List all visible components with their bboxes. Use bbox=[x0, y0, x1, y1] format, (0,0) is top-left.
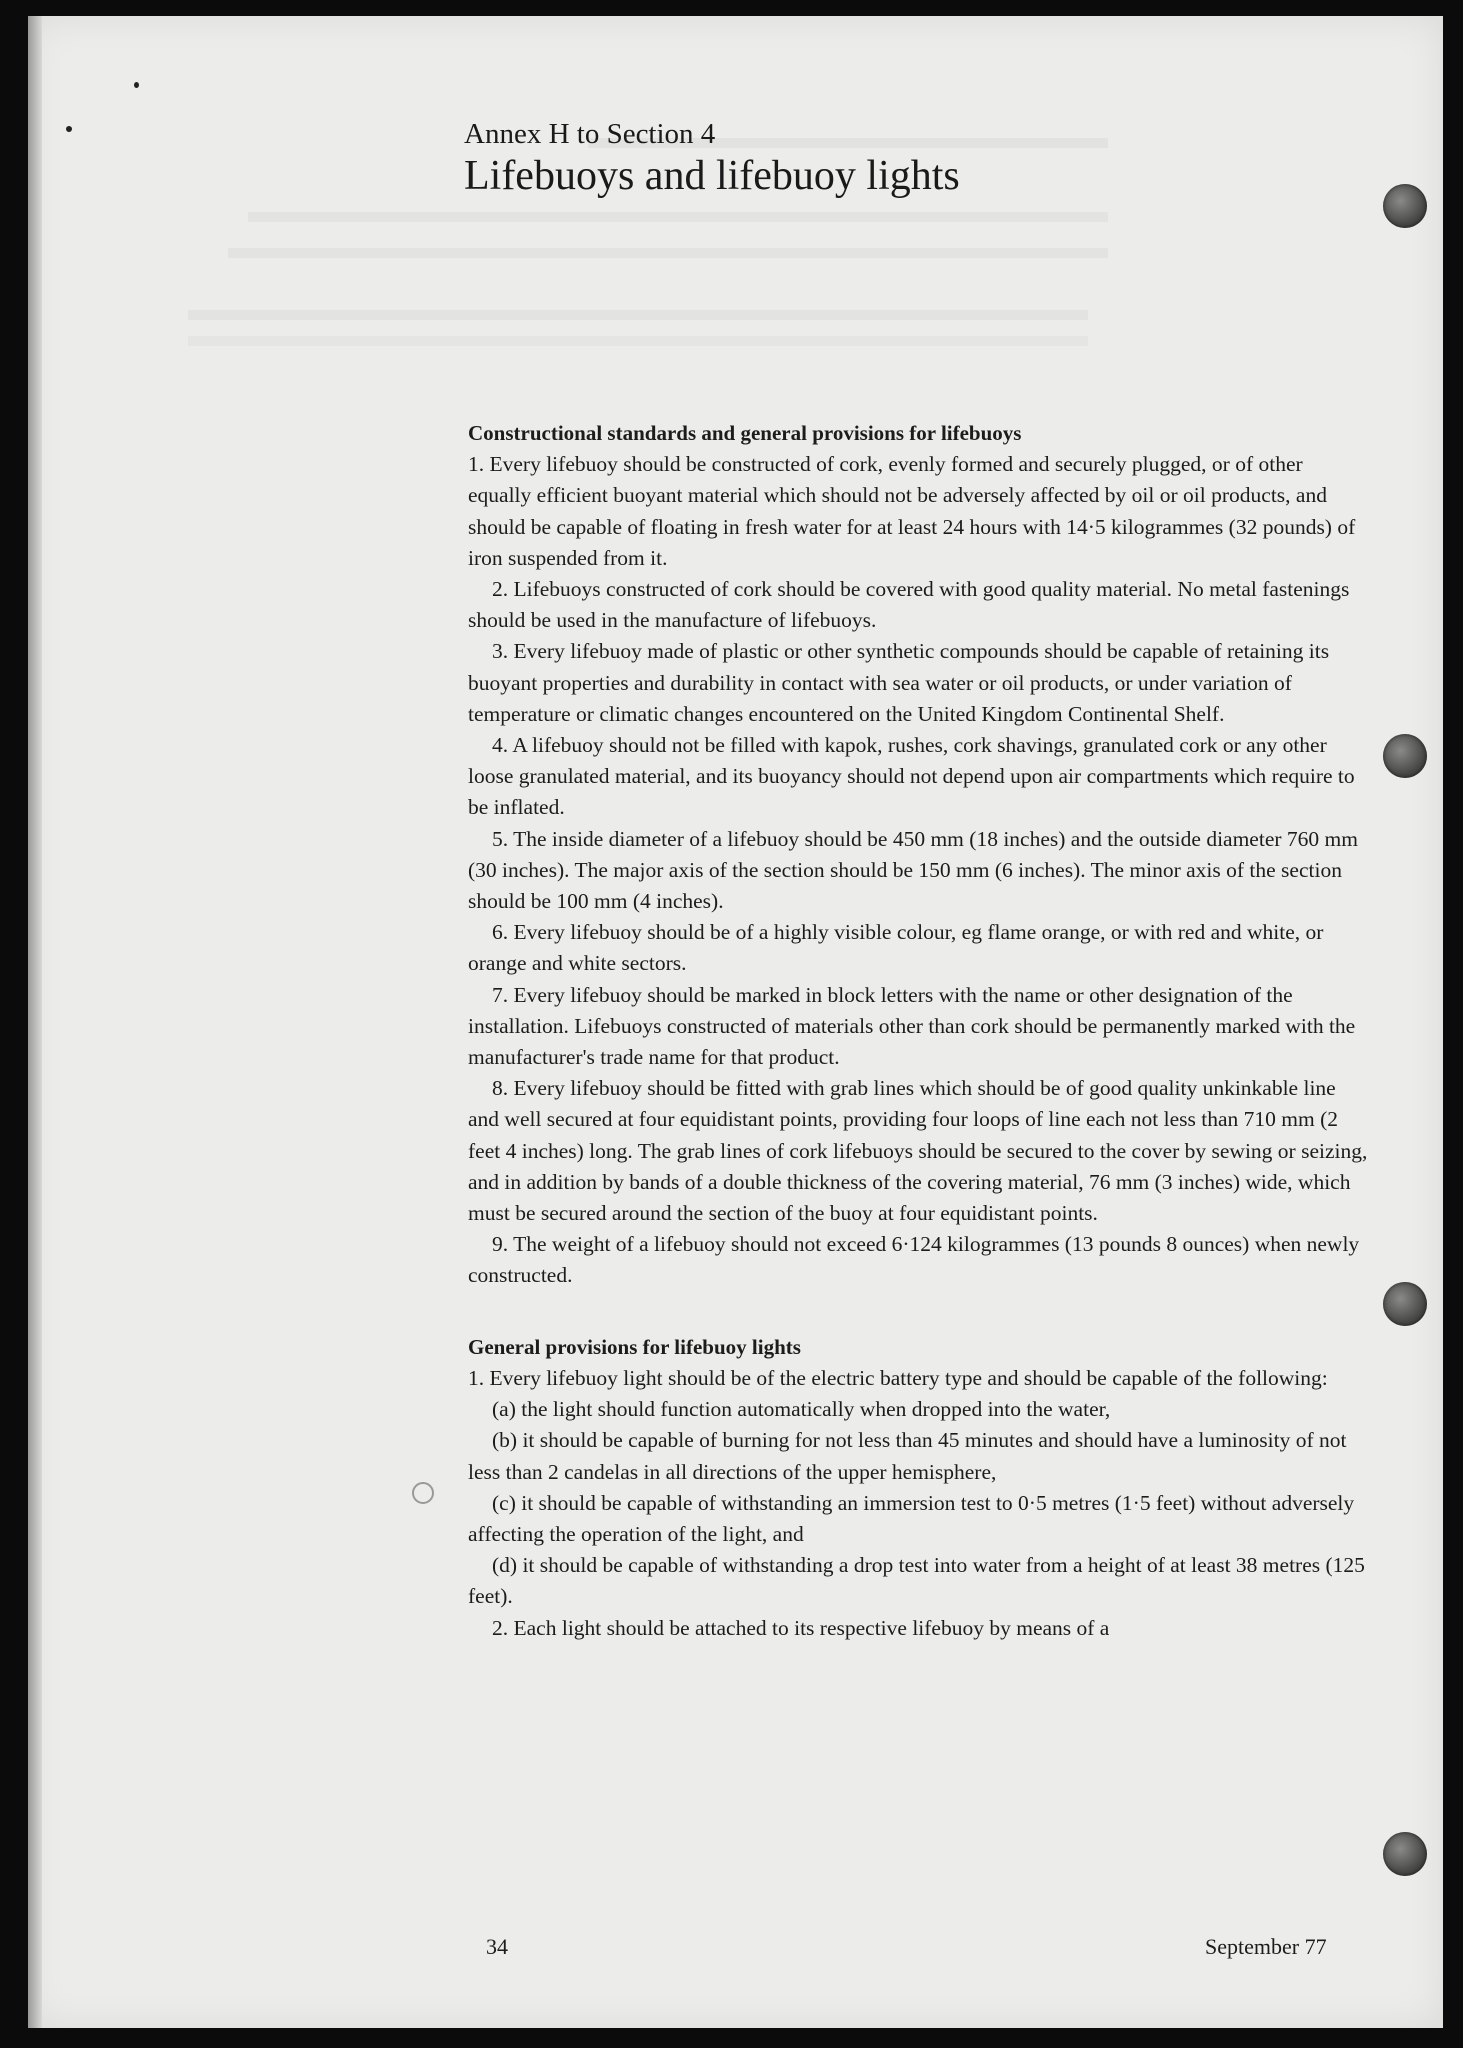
binder-hole bbox=[1383, 1282, 1427, 1326]
page-title: Lifebuoys and lifebuoy lights bbox=[464, 153, 960, 199]
paragraph: 2. Lifebuoys constructed of cork should be covered with good quality material. No metal fastenings should be used in the manufacture of lifebuoys. bbox=[468, 577, 1350, 633]
document-page bbox=[28, 16, 1443, 2028]
show-through-shadow bbox=[188, 336, 1088, 346]
binder-hole bbox=[1383, 1832, 1427, 1876]
binder-hole bbox=[1383, 184, 1427, 228]
section-gap bbox=[468, 1292, 1368, 1332]
paragraph: 1. Every lifebuoy light should be of the electric battery type and should be capable of the following: bbox=[468, 1365, 1328, 1390]
paragraph: 7. Every lifebuoy should be marked in block letters with the name or other designation of the installation. Lifebuoys constructed of materials other than cork should be permanently marked with the manufacturer's trade name for that product. bbox=[468, 982, 1356, 1070]
section-heading-lifebuoys: Constructional standards and general provisions for lifebuoys bbox=[468, 421, 1022, 445]
page-number: 34 bbox=[486, 1934, 508, 1959]
document-body bbox=[468, 418, 1368, 1644]
list-item: (b) it should be capable of burning for not less than 45 minutes and should have a luminosity of not less than 2 candelas in all directions of the upper hemisphere, bbox=[468, 1428, 1347, 1484]
paragraph: 1. Every lifebuoy should be constructed of cork, evenly formed and securely plugged, or of other equally efficient buoyant material which should not be adversely affected by oil or oil products, and should be capable of floating in fresh water for at least 24 hours with 14·5 kilogrammes (32 pounds) of iron suspended from it. bbox=[468, 452, 1356, 570]
list-item: (d) it should be capable of withstanding a drop test into water from a height of at least 38 metres (125 feet). bbox=[468, 1553, 1365, 1609]
paragraph: 5. The inside diameter of a lifebuoy should be 450 mm (18 inches) and the outside diameter 760 mm (30 inches). The major axis of the section should be 150 mm (6 inches). The minor axis of the section should be 100 mm (4 inches). bbox=[468, 826, 1358, 914]
list-item: (a) the light should function automatically when dropped into the water, bbox=[492, 1397, 1111, 1422]
paragraph: 2. Each light should be attached to its respective lifebuoy by means of a bbox=[492, 1615, 1110, 1640]
speck bbox=[66, 126, 72, 132]
paragraph: 6. Every lifebuoy should be of a highly visible colour, eg flame orange, or with red and white, or orange and white sectors. bbox=[468, 920, 1324, 976]
paragraph: 3. Every lifebuoy made of plastic or other synthetic compounds should be capable of retaining its buoyant properties and durability in contact with sea water or oil products, or under variation of temperature or climatic changes encountered on the United Kingdom Continental Shelf. bbox=[468, 639, 1330, 726]
section-heading-lights: General provisions for lifebuoy lights bbox=[468, 1334, 801, 1359]
paragraph: 9. The weight of a lifebuoy should not exceed 6·124 kilogrammes (13 pounds 8 ounces) when newly constructed. bbox=[468, 1232, 1360, 1288]
faint-ring-mark bbox=[412, 1482, 434, 1504]
page-left-edge bbox=[28, 16, 42, 2028]
paragraph: 4. A lifebuoy should not be filled with kapok, rushes, cork shavings, granulated cork or any other loose granulated material, and its buoyancy should not depend upon air compartments which require to be inflated. bbox=[468, 733, 1355, 820]
list-item: (c) it should be capable of withstanding an immersion test to 0·5 metres (1·5 feet) without adversely affecting the operation of the light, and bbox=[468, 1490, 1355, 1546]
binder-hole bbox=[1383, 734, 1427, 778]
show-through-shadow bbox=[248, 212, 1108, 222]
page-heading bbox=[464, 116, 960, 200]
show-through-shadow bbox=[188, 310, 1088, 320]
footer-date: September 77 bbox=[1205, 1934, 1327, 1959]
annex-label: Annex H to Section 4 bbox=[464, 118, 716, 150]
show-through-shadow bbox=[228, 248, 1108, 258]
paragraph: 8. Every lifebuoy should be fitted with grab lines which should be of good quality unkinkable line and well secured at four equidistant points, providing four loops of line each not less than 710 mm (2 feet 4 inches) long. The grab lines of cork lifebuoys should be secured to the cover by sewing or seizing, and in addition by bands of a double thickness of the covering material, 76 mm (3 inches) wide, which must be secured around the section of the buoy at four equidistant points. bbox=[468, 1076, 1368, 1226]
speck bbox=[134, 82, 139, 88]
